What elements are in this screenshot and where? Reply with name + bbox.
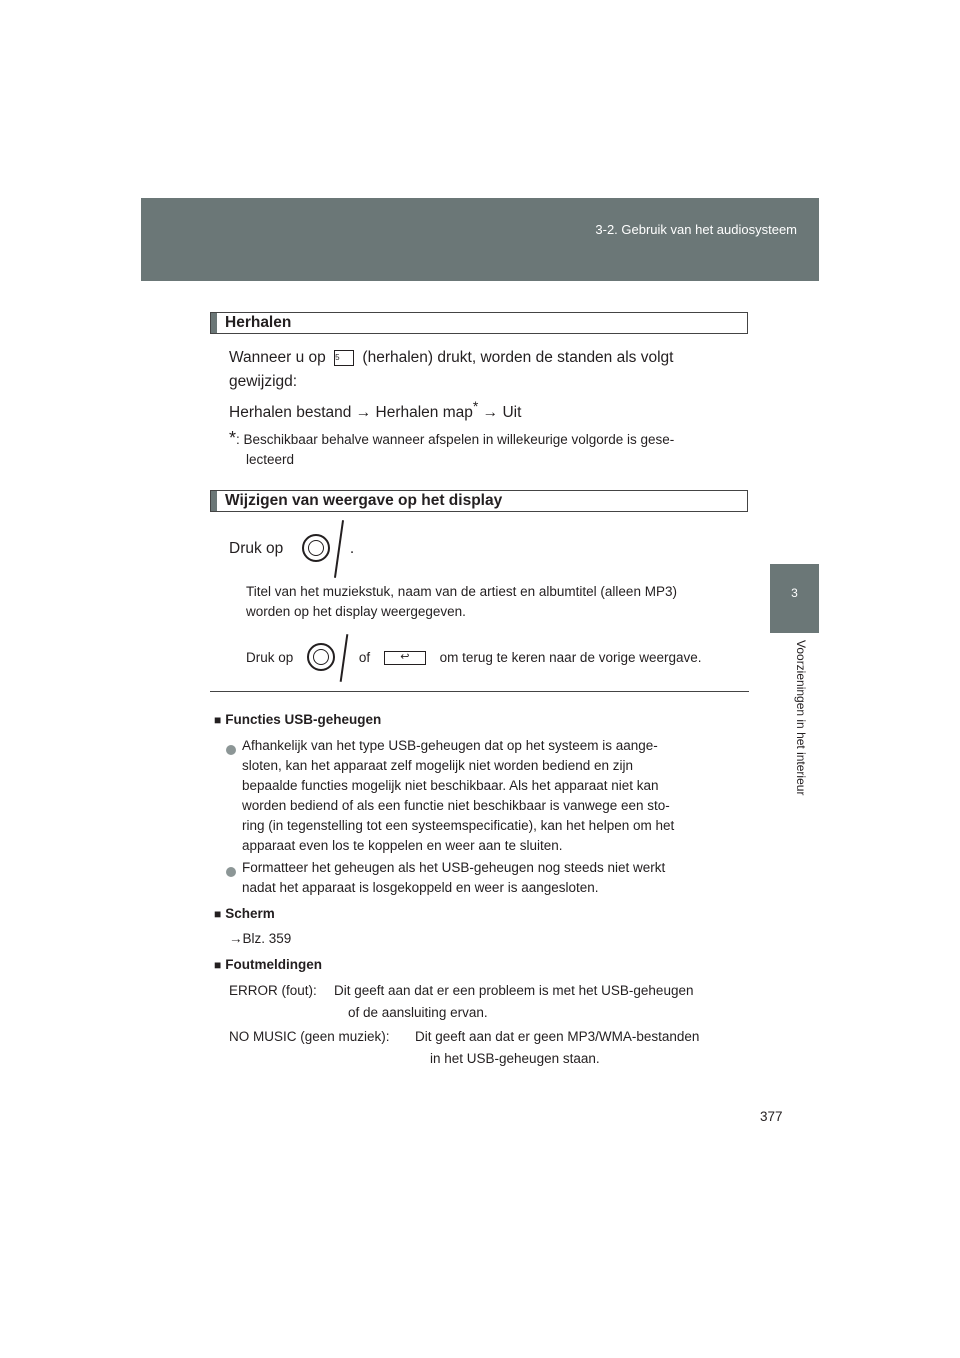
error-2-text: Dit geeft aan dat er geen MP3/WMA-bestanden	[415, 1029, 700, 1044]
usb-note-1: Afhankelijk van het type USB-geheugen dat op het systeem is aange- sloten, kan het apparaat zelf mogelijk niet worden bediend en zijn bepaalde functies mogelijk niet beschikbaar. Als het apparaat niet kan worden bediend of als een functie niet beschikbaar is vanwege een sto- ring (in tegenstelling tot een systeemspecificatie), kan het helpen om het apparaat even los te koppelen en weer aan te sluiten.	[242, 738, 675, 853]
errors-title: ■ Foutmeldingen	[214, 957, 322, 972]
section-title: 3-2. Gebruik van het audiosysteem	[595, 222, 797, 237]
error-2-text-cont: in het USB-geheugen staan.	[430, 1051, 600, 1066]
repeat-instruction: Wanneer u op 5 (herhalen) drukt, worden de standen als volgt	[229, 349, 674, 366]
usb-functions-title: ■ Functies USB-geheugen	[214, 712, 382, 727]
error-1-label: ERROR (fout):	[229, 983, 317, 998]
tune-knob-icon	[307, 643, 335, 671]
error-1-text: Dit geeft aan dat er een probleem is met het USB-geheugen	[334, 983, 694, 998]
repeat-footnote-cont: lecteerd	[246, 452, 295, 467]
display-info: Titel van het muziekstuk, naam van de artiest en albumtitel (alleen MP3) worden op het display weergegeven.	[246, 584, 677, 619]
divider	[210, 691, 749, 692]
display-back-instruction: Druk op of ↩ om terug te keren naar de vorige weergave.	[246, 646, 702, 670]
usb-note-2: Formatteer het geheugen als het USB-geheugen nog steeds niet werkt nadat het apparaat is losgekoppeld en weer is aangesloten.	[242, 860, 666, 895]
screen-title: ■ Scherm	[214, 906, 275, 921]
repeat-footnote: *: Beschikbaar behalve wanneer afspelen in willekeurige volgorde is gese-	[229, 428, 675, 448]
error-2-label: NO MUSIC (geen muziek):	[229, 1029, 390, 1044]
repeat-heading: Herhalen	[210, 312, 748, 334]
bullet-dot-icon	[226, 745, 236, 755]
display-press-instruction: Druk op .	[229, 534, 354, 574]
repeat-sequence: Herhalen bestand → Herhalen map* → Uit	[229, 398, 522, 422]
page-number: 377	[760, 1109, 783, 1124]
chapter-label: Voorzieningen in het interieur	[794, 640, 808, 796]
tune-knob-icon	[302, 534, 330, 562]
chapter-number: 3	[791, 586, 798, 600]
repeat-button-icon: 5	[334, 350, 354, 366]
repeat-instruction-cont: gewijzigd:	[229, 373, 298, 390]
error-1-text-cont: of de aansluiting ervan.	[348, 1005, 488, 1020]
back-button-icon: ↩	[384, 651, 426, 665]
chapter-header	[141, 198, 819, 281]
display-heading: Wijzigen van weergave op het display	[210, 490, 748, 512]
bullet-dot-icon	[226, 867, 236, 877]
chapter-tab	[770, 564, 819, 633]
screen-page-ref: →Blz. 359	[229, 931, 292, 946]
